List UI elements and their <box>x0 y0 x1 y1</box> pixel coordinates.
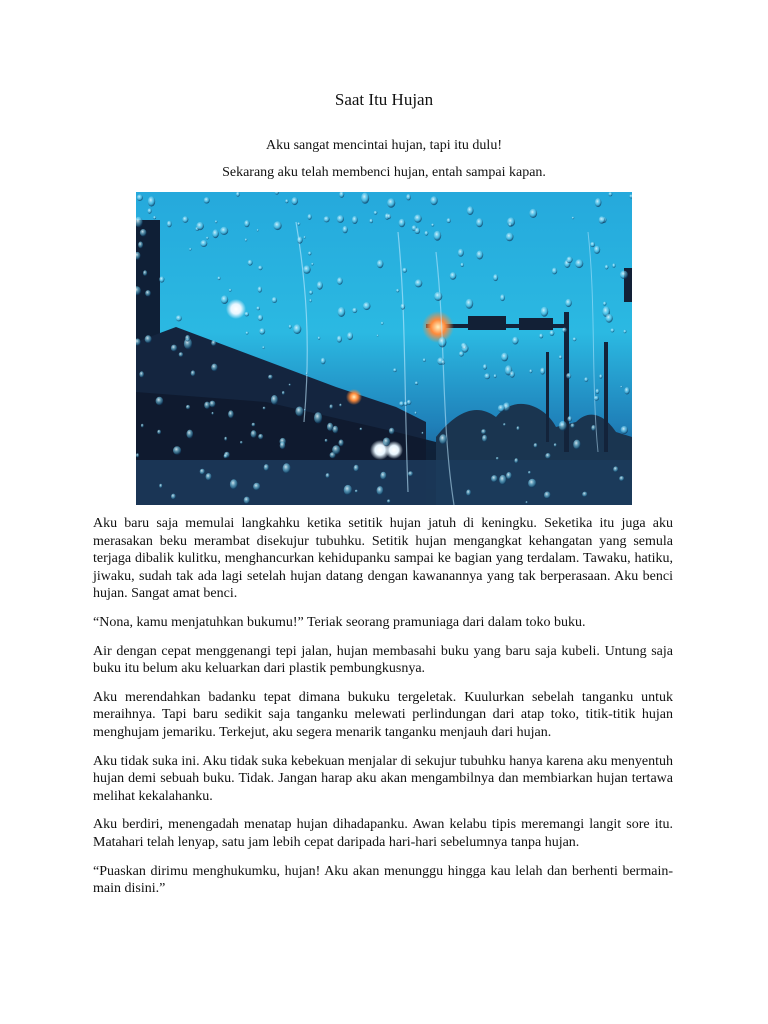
raindrop <box>360 428 363 431</box>
raindrop <box>258 434 263 439</box>
raindrop <box>352 308 357 313</box>
raindrop <box>482 435 487 442</box>
raindrop <box>484 373 490 379</box>
raindrop <box>314 412 322 423</box>
raindrop <box>148 196 155 206</box>
raindrop <box>596 389 600 394</box>
raindrop <box>182 216 188 223</box>
raindrop <box>259 328 265 334</box>
raindrop <box>544 492 551 499</box>
raindrop <box>304 236 306 239</box>
raindrop <box>252 423 256 427</box>
raindrop <box>297 237 303 244</box>
raindrop <box>355 490 358 493</box>
raindrop <box>499 475 506 485</box>
raindrop <box>381 322 384 325</box>
raindrop <box>318 337 320 340</box>
raindrop <box>529 369 532 373</box>
raindrop <box>534 443 538 448</box>
raindrop <box>380 472 386 480</box>
raindrop <box>595 198 602 207</box>
raindrop <box>258 315 263 321</box>
raindrop <box>211 364 217 372</box>
paragraph-6: Aku berdiri, menengadah menatap hujan dihadapanku. Awan kelabu tipis meremangi langit sore itu. Matahari telah lenyap, satu jam lebih cepat daripada hari-hari sebelumnya tanpa hujan. <box>93 817 673 850</box>
raindrop <box>603 302 606 306</box>
raindrop <box>137 194 143 201</box>
raindrop <box>303 265 311 273</box>
raindrop <box>330 405 333 409</box>
raindrop <box>332 445 340 454</box>
raindrop <box>206 237 209 240</box>
raindrop <box>458 249 464 257</box>
raindrop <box>415 279 423 287</box>
raindrop <box>415 381 418 385</box>
rain-window-photo <box>136 192 632 505</box>
raindrop <box>289 325 292 329</box>
raindrop <box>434 292 442 301</box>
raindrop <box>407 400 412 405</box>
paragraph-3: Air dengan cepat menggenangi tepi jalan, hujan membasahi buku yang baru saja kubeli. Untung saja buku itu belum aku keluarkan dari plastik pembungkusnya. <box>93 643 673 677</box>
raindrop <box>450 272 457 280</box>
raindrop <box>176 315 182 321</box>
raindrop <box>321 358 326 365</box>
raindrop <box>620 271 628 279</box>
raindrop <box>361 193 369 204</box>
raindrop <box>496 457 499 460</box>
raindrop <box>212 412 214 415</box>
raindrop <box>399 401 404 406</box>
raindrop <box>309 299 311 302</box>
raindrop <box>431 224 434 227</box>
raindrop <box>621 426 628 434</box>
raindrop <box>438 337 446 348</box>
raindrop <box>339 440 344 447</box>
raindrop <box>506 472 512 479</box>
raindrop <box>609 192 613 196</box>
raindrop <box>230 479 238 489</box>
raindrop <box>493 274 498 281</box>
raindrop <box>566 257 572 264</box>
raindrop <box>280 442 286 449</box>
raindrop <box>441 360 445 365</box>
raindrop <box>494 374 497 378</box>
raindrop <box>434 231 442 241</box>
raindrop <box>244 497 250 504</box>
raindrop <box>245 238 247 241</box>
raindrop <box>262 346 264 349</box>
raindrop <box>404 402 408 406</box>
raindrop <box>447 218 451 223</box>
raindrop <box>344 485 352 495</box>
raindrop <box>501 353 508 362</box>
raindrop <box>529 209 537 218</box>
raindrop <box>289 384 291 386</box>
raindrop <box>377 335 379 337</box>
raindrop <box>559 355 562 359</box>
raindrop <box>141 424 144 428</box>
raindrop <box>510 371 515 378</box>
raindrop <box>244 312 249 317</box>
rain-window-photo-graphic <box>136 192 632 505</box>
raindrop <box>337 336 342 343</box>
paragraph-4: Aku merendahkan badanku tepat dimana bukuku tergeletak. Kuulurkan sebelah tanganku untuk meraihnya. Tapi baru sedikit saja tanganku melewati perlindungan dari atap toko, titik-titik hujan menghujam jemariku. Terkejut, aku segera menarik tanganku menjauh dari hujan. <box>93 689 673 740</box>
raindrop <box>377 486 384 495</box>
raindrop <box>406 194 411 200</box>
raindrop <box>325 439 328 442</box>
raindrop <box>143 270 147 276</box>
raindrop <box>209 401 215 408</box>
raindrop <box>311 263 313 266</box>
raindrop <box>393 368 397 372</box>
raindrop <box>212 229 219 238</box>
raindrop <box>620 386 622 388</box>
raindrop <box>342 226 347 233</box>
raindrop <box>554 443 557 447</box>
raindrop <box>374 211 378 215</box>
raindrop <box>369 219 373 223</box>
paragraph-1: Aku baru saja memulai langkahku ketika setitik hujan jatuh di keningku. Seketika itu juga aku merasakan beku merambat disekujur tubuhku. Setitik hujan mengangkat kehangatan yang semula terjaga dibalik kulitku, menghancurkan kehidupanku sampai ke bagian yang terdalam. Tawaku, hatiku, jiwaku, sudah tak ada lagi setelah hujan datang dengan kawanannya yang tak berperasaan. Aku benci hujan. Sangat amat benci. <box>93 516 673 602</box>
raindrop <box>423 358 426 362</box>
raindrop <box>248 260 253 266</box>
raindrop <box>337 215 344 223</box>
raindrop <box>605 265 609 270</box>
raindrop <box>138 242 143 249</box>
raindrop <box>599 374 602 378</box>
raindrop <box>354 465 359 472</box>
raindrop <box>415 228 421 234</box>
raindrop <box>258 266 262 271</box>
raindrop <box>466 490 471 496</box>
raindrop <box>582 492 587 497</box>
raindrop <box>590 242 595 247</box>
raindrop <box>145 335 152 343</box>
raindrop <box>215 220 217 223</box>
raindrop <box>272 297 277 303</box>
raindrop <box>191 370 196 376</box>
raindrop <box>363 302 371 310</box>
paragraph-2: “Nona, kamu menjatuhkan bukumu!” Teriak seorang pramuniaga dari dalam toko buku. <box>93 614 586 630</box>
raindrop <box>599 216 605 224</box>
raindrop <box>185 335 190 342</box>
raindrop <box>491 475 497 482</box>
raindrop <box>204 197 210 203</box>
raindrop <box>221 295 228 304</box>
raindrop <box>414 215 422 223</box>
raindrop <box>526 501 528 503</box>
raindrop <box>293 324 301 334</box>
raindrop <box>211 340 216 346</box>
raindrop <box>430 196 437 205</box>
raindrop <box>159 276 164 282</box>
raindrop <box>550 330 555 336</box>
raindrop <box>317 281 323 289</box>
epigraph-line-1: Aku sangat mencintai hujan, tapi itu dulu! <box>265 138 502 153</box>
raindrop <box>283 463 291 473</box>
raindrop <box>200 469 205 475</box>
raindrop <box>268 375 273 380</box>
raindrop <box>332 426 338 433</box>
raindrop <box>514 458 518 463</box>
raindrop <box>271 395 278 405</box>
raindrop <box>571 423 575 428</box>
raindrop <box>274 221 282 230</box>
raindrop <box>594 396 599 401</box>
raindrop <box>512 337 518 345</box>
raindrop <box>264 464 269 471</box>
raindrop <box>251 430 257 438</box>
raindrop <box>591 425 595 431</box>
raindrop <box>159 484 162 488</box>
raindrop <box>309 291 313 295</box>
raindrop <box>240 441 243 444</box>
raindrop <box>218 277 221 281</box>
raindrop <box>228 410 234 418</box>
raindrop <box>339 404 341 407</box>
raindrop <box>503 423 506 426</box>
raindrop <box>173 446 181 454</box>
raindrop <box>377 260 384 268</box>
raindrop <box>291 197 298 205</box>
raindrop <box>517 426 520 430</box>
story-body <box>93 515 673 909</box>
raindrop <box>153 216 156 219</box>
raindrop <box>145 290 151 296</box>
raindrop <box>528 471 531 474</box>
raindrop <box>541 307 549 317</box>
raindrop <box>605 314 612 323</box>
raindrop <box>562 328 567 333</box>
raindrop <box>244 220 249 227</box>
raindrop <box>465 299 473 309</box>
raindrop <box>171 494 176 500</box>
raindrop <box>619 476 624 481</box>
raindrop <box>402 268 407 273</box>
raindrop <box>338 307 346 317</box>
raindrop <box>483 364 487 370</box>
raindrop <box>196 222 204 230</box>
raindrop <box>327 423 333 431</box>
raindrop <box>229 289 232 292</box>
raindrop <box>565 299 572 307</box>
raindrop <box>200 240 207 247</box>
raindrop <box>139 371 144 377</box>
raindrop <box>584 377 588 382</box>
raindrop <box>500 294 505 301</box>
raindrop <box>552 268 557 275</box>
raindrop <box>347 332 353 340</box>
raindrop <box>308 214 312 220</box>
raindrop <box>575 259 583 268</box>
raindrop <box>253 483 260 491</box>
raindrop <box>383 438 390 447</box>
raindrop <box>540 368 545 375</box>
raindrop <box>224 437 227 441</box>
raindrop <box>304 409 306 411</box>
raindrop <box>148 208 152 213</box>
paragraph-5: Aku tidak suka ini. Aku tidak suka kebekuan menjalar di sekujur tubuhku hanya karena aku menyentuh hujan demi sebuah buku. Tidak. Jangan harap aku akan mengambilnya dan membiarkan hujan tertawa melihat kekalahanku. <box>93 753 673 804</box>
raindrop <box>186 405 190 409</box>
raindrop <box>220 227 228 235</box>
raindrop <box>295 407 303 417</box>
raindrop <box>476 218 483 227</box>
raindrop <box>573 337 577 341</box>
document-title: Saat Itu Hujan <box>334 90 434 109</box>
raindrop <box>263 407 266 410</box>
raindrop <box>462 344 469 352</box>
raindrop <box>324 216 330 222</box>
raindrop <box>566 373 571 379</box>
raindrop <box>498 405 505 412</box>
raindrop <box>612 263 615 267</box>
raindrop <box>306 372 308 374</box>
raindrop <box>559 421 567 431</box>
raindrop <box>624 387 629 394</box>
raindrop <box>246 332 249 335</box>
raindrop <box>157 430 161 435</box>
raindrop <box>508 223 512 227</box>
raindrop <box>528 479 536 488</box>
raindrop <box>204 402 210 409</box>
raindrop <box>573 440 580 450</box>
raindrop <box>189 248 191 251</box>
raindrop <box>476 251 483 260</box>
raindrop <box>337 277 343 285</box>
raindrop <box>389 428 395 434</box>
raindrop <box>545 453 550 459</box>
raindrop <box>156 397 164 405</box>
raindrop <box>481 429 486 434</box>
raindrop <box>179 352 183 357</box>
raindrop <box>567 416 572 422</box>
raindrop <box>224 454 228 458</box>
raindrop <box>439 434 447 444</box>
raindrop <box>206 473 212 480</box>
raindrop <box>399 219 406 228</box>
raindrop <box>613 466 618 472</box>
raindrop <box>187 430 194 439</box>
raindrop <box>594 246 600 254</box>
raindrop <box>623 330 626 333</box>
raindrop <box>387 214 391 219</box>
raindrop <box>171 345 177 352</box>
raindrop <box>282 391 285 395</box>
epigraph-line-2: Sekarang aku telah membenci hujan, entah sampai kapan. <box>222 165 546 180</box>
raindrop <box>611 328 615 332</box>
raindrop <box>140 229 147 236</box>
raindrop <box>425 231 429 236</box>
raindrop <box>396 289 399 292</box>
raindrop <box>258 286 262 292</box>
raindrop <box>467 206 474 215</box>
raindrop <box>256 307 260 311</box>
raindrop <box>167 221 172 228</box>
raindrop <box>387 499 390 503</box>
raindrop <box>539 334 543 339</box>
raindrop <box>506 233 514 242</box>
raindrop <box>572 217 574 220</box>
raindrop <box>401 304 406 310</box>
raindrop <box>297 222 300 225</box>
raindrop <box>352 216 358 224</box>
raindrop <box>422 432 424 435</box>
raindrop <box>415 412 417 415</box>
raindrop <box>326 473 330 478</box>
raindrop <box>285 199 288 203</box>
raindrop <box>461 263 464 267</box>
raindrop <box>408 471 413 476</box>
raindrop <box>387 198 395 207</box>
raindrop <box>136 453 139 457</box>
raindrop <box>257 229 259 231</box>
paragraph-7: “Puaskan dirimu menghukumku, hujan! Aku akan menunggu hingga kau lelah dan berhenti bermain-main disini.” <box>93 863 673 897</box>
raindrop <box>308 252 311 256</box>
